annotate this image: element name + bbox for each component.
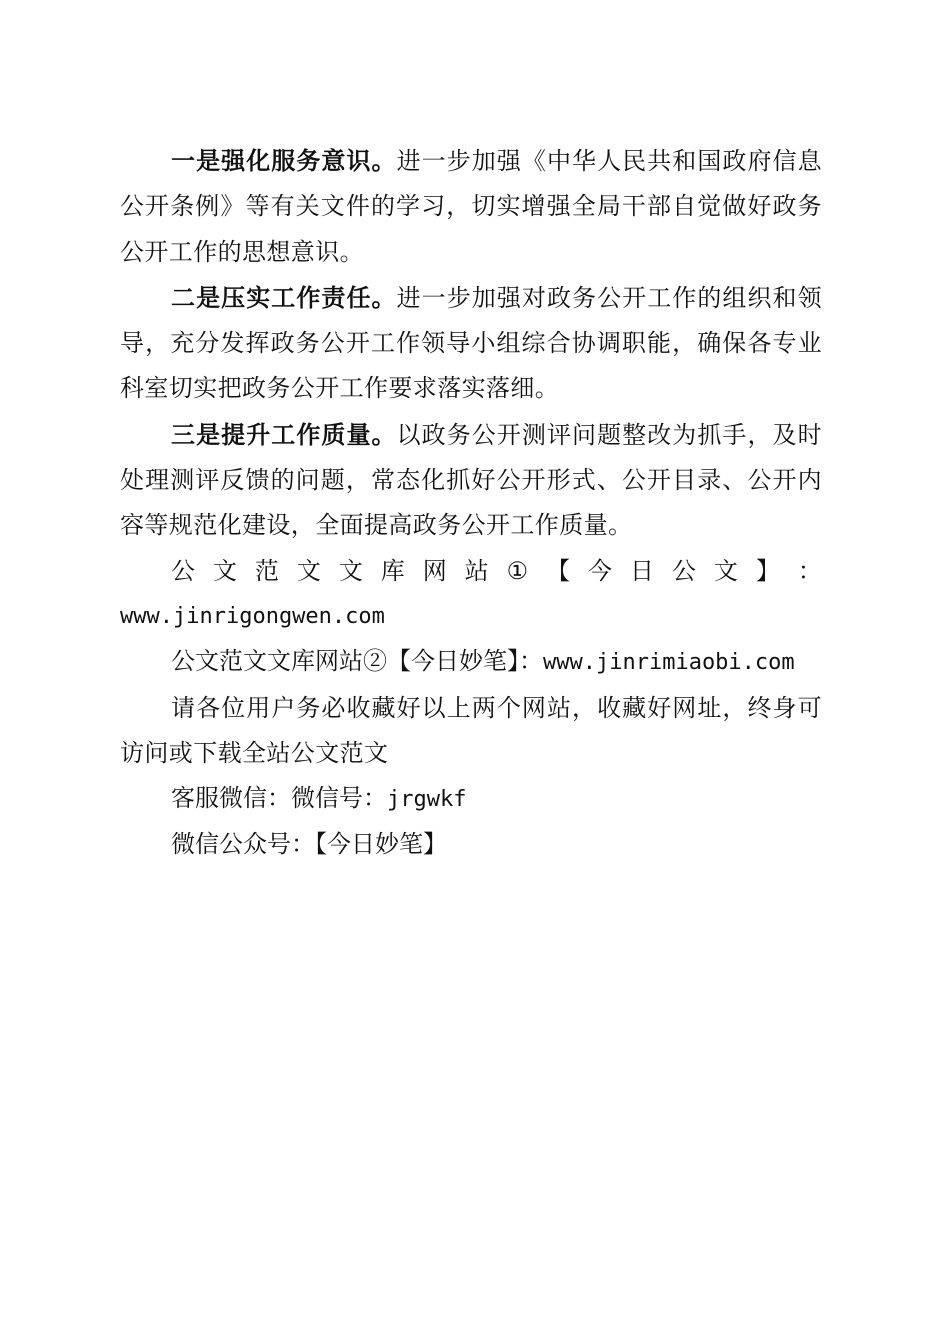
paragraph-2-lead: 二是压实工作责任。 — [171, 282, 397, 312]
site1-char: ① — [506, 556, 529, 585]
paragraph-3 — [120, 412, 822, 549]
document-page — [120, 138, 822, 868]
site1-char: 公 — [671, 556, 696, 585]
notice-paragraph: 请各位用户务必收藏好以上两个网站，收藏好网址，终身可访问或下载全站公文范文 — [120, 693, 822, 767]
paragraph-3-lead: 三是提升工作质量。 — [171, 419, 397, 449]
paragraph-1 — [120, 138, 822, 275]
site1-char: 】 — [755, 556, 780, 585]
paragraph-1-lead: 一是强化服务意识。 — [171, 146, 397, 175]
site1-char: 文 — [338, 556, 363, 585]
site2-line — [120, 639, 822, 685]
site1-char: 站 — [464, 556, 489, 585]
site1-char: 网 — [422, 556, 447, 585]
site2-url[interactable]: www.jinrimiaobi.com — [543, 650, 795, 676]
site1-char: 今 — [588, 556, 613, 585]
paragraph-3-text: 以政务公开测评问题整改为抓手，及时处理测评反馈的问题，常态化抓好公开形式、公开目录、公开内容等规范化建设，全面提高政务公开工作质量。 — [120, 420, 822, 540]
paragraph-2-text: 进一步加强对政务公开工作的组织和领导，充分发挥政务公开工作领导小组综合协调职能，确保各专业科室切实把政务公开工作要求落实落细。 — [120, 283, 822, 403]
paragraph-1-text: 进一步加强《中华人民共和国政府信息公开条例》等有关文件的学习，切实增强全局干部自觉做好政务公开工作的思想意识。 — [120, 147, 822, 266]
wechat-service-id: jrgwkf — [387, 787, 467, 813]
site1-url[interactable]: www.jinrigongwen.com — [120, 603, 385, 629]
wechat-service-line — [120, 776, 822, 822]
site2-label: 公文范文文库网站②【今日妙笔】： — [171, 647, 543, 676]
site1-char: 日 — [630, 556, 654, 585]
site1-char: 库 — [380, 556, 405, 585]
wechat-public-line: 微信公众号：【今日妙笔】 — [171, 830, 447, 859]
site1-char: 文 — [212, 556, 237, 585]
site1-label-line — [120, 549, 822, 594]
wechat-service-label: 客服微信：微信号： — [171, 784, 387, 813]
site1-char: 文 — [713, 556, 738, 585]
site1-char: 公 — [171, 556, 195, 585]
paragraph-2 — [120, 275, 822, 412]
site1-char: 【 — [546, 556, 571, 585]
site1-char: 范 — [254, 556, 279, 585]
site1-char: 文 — [296, 556, 321, 585]
site1-char: ： — [797, 556, 822, 585]
